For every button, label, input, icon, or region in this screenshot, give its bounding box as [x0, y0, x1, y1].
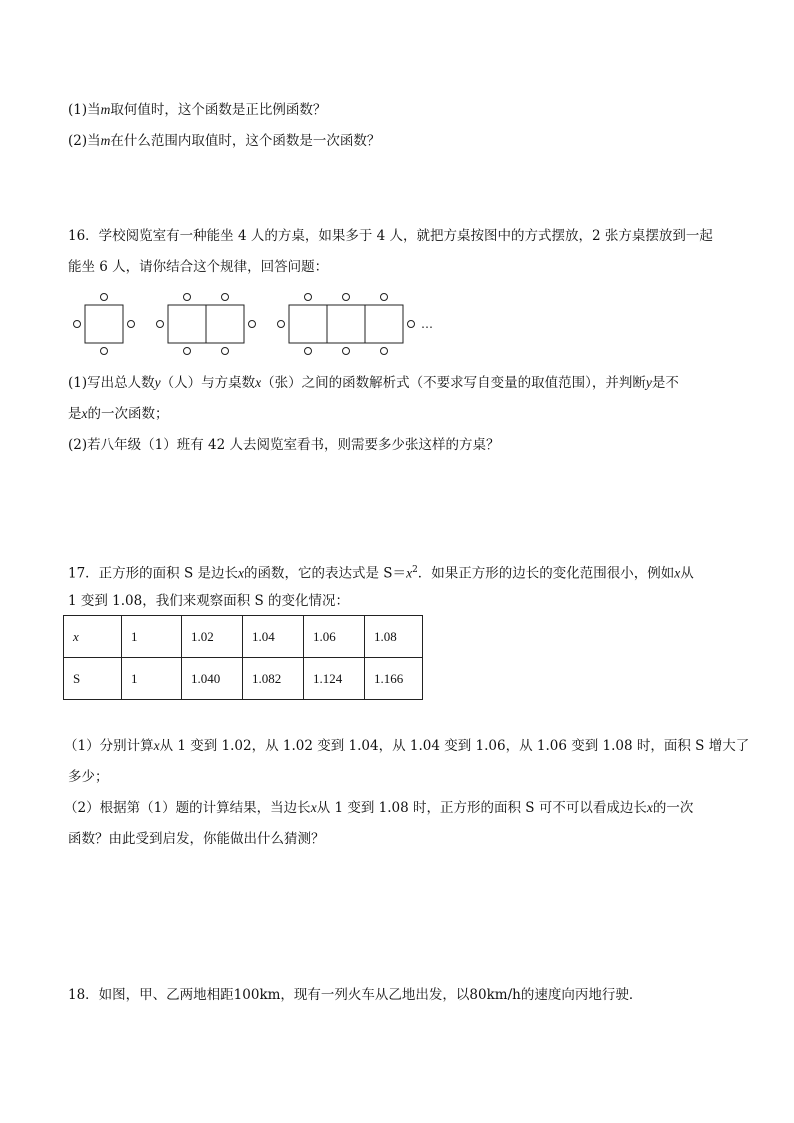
q17-part1-line2: 多少； — [68, 769, 109, 785]
q16-part2: (2)若八年级（1）班有 42 人去阅览室看书，则需要多少张这样的方桌？ — [68, 437, 500, 453]
q15-part2: (2)当m在什么范围内取值时，这个函数是一次函数？ — [68, 133, 381, 149]
seat-circle — [101, 348, 108, 355]
seat-circle — [101, 294, 108, 301]
seat-circle — [343, 348, 350, 355]
row-label-x: x — [64, 616, 122, 658]
table-row — [64, 658, 423, 700]
q16-part1-line1: (1)写出总人数y（人）与方桌数x（张）之间的函数解析式（不要求写自变量的取值范围），并判断y是不 — [68, 375, 679, 391]
q17-stem-line1: 17．正方形的面积 S 是边长x的函数，它的表达式是 $S=x^2$．如果正方形的边长的变化范围很小，例如x从 — [68, 565, 694, 582]
seat-circle — [408, 321, 415, 328]
q17-stem-line2: 1 变到 1.08，我们来观察面积 S 的变化情况： — [68, 593, 350, 609]
var-m: m — [100, 133, 111, 148]
table-cell: 1.04 — [243, 616, 304, 658]
q17-part2-line2: 函数？由此受到启发，你能做出什么猜测？ — [68, 831, 325, 847]
q17-part1-line1: （1）分别计算x从 1 变到 1.02，从 1.02 变到 1.04，从 1.04 变到 1.06，从 1.06 变到 1.08 时，面积 S 增大了 — [64, 738, 750, 754]
seat-circle — [184, 348, 191, 355]
square-table — [365, 305, 403, 343]
table-cell: 1 — [122, 616, 182, 658]
row-label-s: S — [64, 658, 122, 700]
seat-circle — [222, 348, 229, 355]
seat-circle — [222, 294, 229, 301]
seat-circle — [381, 348, 388, 355]
var-m: m — [100, 102, 111, 117]
table-cell: 1.124 — [304, 658, 365, 700]
square-table — [289, 305, 327, 343]
table-cell: 1 — [122, 658, 182, 700]
seat-circle — [278, 321, 285, 328]
q16-part1-line2: 是x的一次函数； — [68, 406, 169, 422]
area-table — [63, 615, 423, 700]
ellipsis: … — [421, 317, 433, 331]
square-table — [85, 305, 123, 343]
square-table — [206, 305, 244, 343]
table-cell: 1.08 — [365, 616, 423, 658]
table-cell: 1.02 — [182, 616, 243, 658]
q18-stem: 18．如图，甲、乙两地相距100km，现有一列火车从乙地出发，以80km/h的速度向丙地行驶． — [68, 987, 643, 1003]
table-row — [64, 616, 423, 658]
square-table — [327, 305, 365, 343]
table-cell: 1.06 — [304, 616, 365, 658]
seat-circle — [128, 321, 135, 328]
table-cell: 1.040 — [182, 658, 243, 700]
seat-circle — [381, 294, 388, 301]
q16-stem-line1: 16．学校阅览室有一种能坐 4 人的方桌，如果多于 4 人，就把方桌按图中的方式摆放，2 张方桌摆放到一起 — [68, 228, 713, 244]
q16-stem-line2: 能坐 6 人，请你结合这个规律，回答问题： — [68, 259, 329, 275]
seat-circle — [74, 321, 81, 328]
q15-part1: (1)当m取何值时，这个函数是正比例函数？ — [68, 102, 327, 118]
seat-circle — [343, 294, 350, 301]
seat-circle — [184, 294, 191, 301]
table-cell: 1.166 — [365, 658, 423, 700]
q17-part2-line1: （2）根据第（1）题的计算结果，当边长x从 1 变到 1.08 时，正方形的面积 S 可不可以看成边长x的一次 — [64, 800, 694, 816]
seat-circle — [157, 321, 164, 328]
seat-circle — [249, 321, 256, 328]
table-arrangement-diagram — [70, 290, 450, 360]
square-table — [168, 305, 206, 343]
seat-circle — [305, 294, 312, 301]
seat-circle — [305, 348, 312, 355]
table-cell: 1.082 — [243, 658, 304, 700]
